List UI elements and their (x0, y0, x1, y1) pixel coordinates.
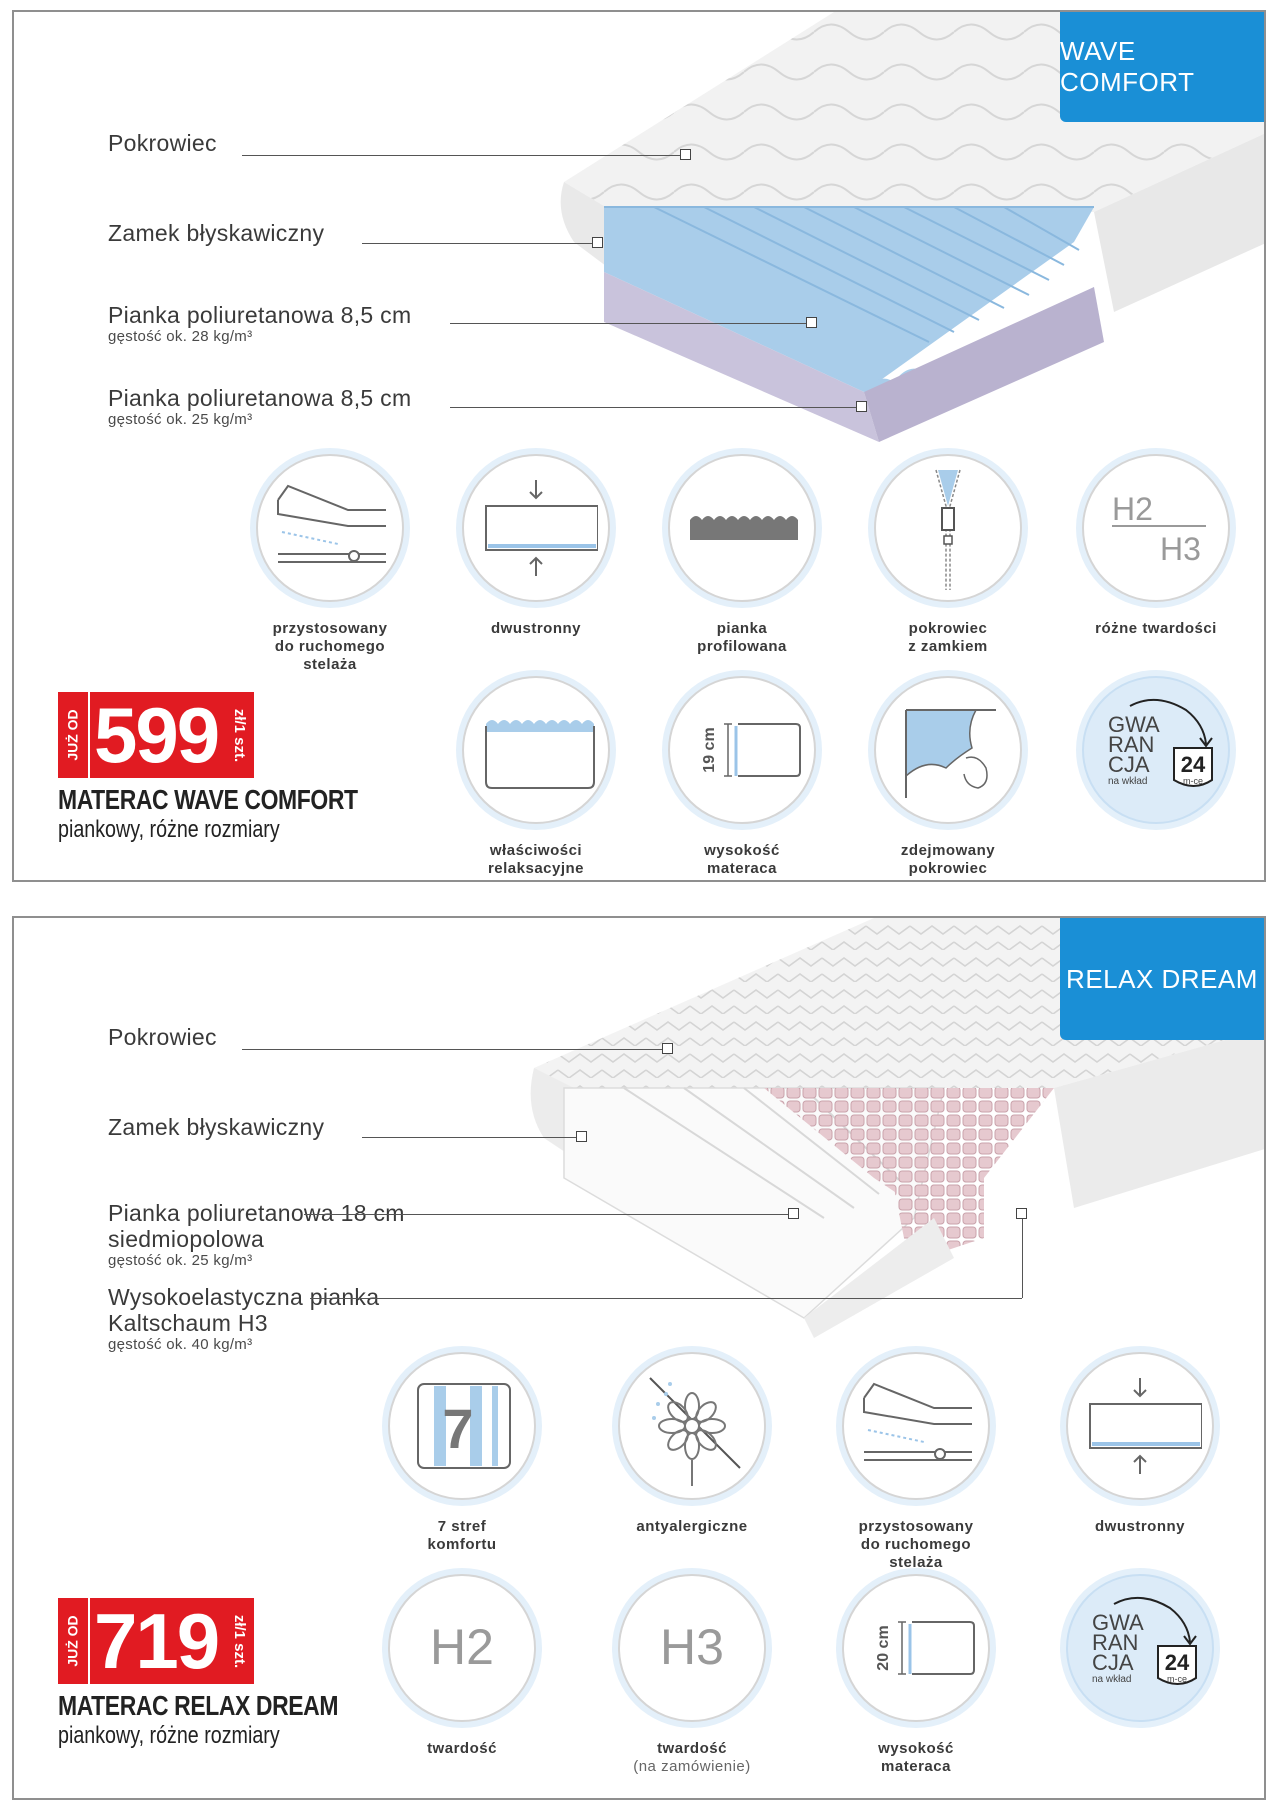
adjustable-frame-icon (256, 454, 404, 602)
layer-title: Zamek błyskawiczny (108, 1114, 325, 1140)
layer-title: Pianka poliuretanowa 8,5 cm (108, 385, 412, 411)
product-name: MATERAC RELAX DREAM (58, 1690, 339, 1721)
feature-adjustable-frame (836, 1352, 996, 1572)
layer-density: gęstość ok. 40 kg/m³ (108, 1336, 253, 1353)
feature-removable-cover (868, 676, 1028, 878)
layer-label-cover (108, 1024, 217, 1050)
layer-title: Wysokoelastyczna pianka Kaltschaum H3 (108, 1284, 380, 1336)
feature-label: przystosowany do ruchomego stelaża (858, 1518, 974, 1571)
relaxation-icon (462, 676, 610, 824)
feature-label: wysokość materaca (878, 1740, 954, 1775)
layer-title: Zamek błyskawiczny (108, 220, 325, 246)
feature-adjustable-frame (250, 454, 410, 674)
product-panel-wave-comfort (12, 10, 1266, 882)
warranty-unit: m-ce (1167, 1674, 1187, 1684)
layer-density: gęstość ok. 28 kg/m³ (108, 328, 253, 345)
price-value: 599 (88, 692, 226, 778)
product-tag: RELAX DREAM (1060, 918, 1264, 1040)
adjustable-frame-icon (842, 1352, 990, 1500)
warranty-text-1: GWA (1092, 1610, 1144, 1635)
feature-label: dwustronny (1095, 1518, 1185, 1535)
warranty-text-1: GWA (1108, 712, 1160, 737)
removable-cover-icon (874, 676, 1022, 824)
feature-height (836, 1574, 996, 1776)
zipper-cover-icon (874, 454, 1022, 602)
feature-height (662, 676, 822, 878)
leader-node-foam-top (806, 317, 817, 328)
warranty-text-2: RAN (1108, 732, 1155, 757)
price-from (58, 1598, 88, 1684)
price-value: 719 (88, 1598, 226, 1684)
layer-label-foam-top (108, 302, 411, 346)
feature-label: pokrowiec z zamkiem (908, 620, 988, 655)
price-unit-text: zł/1 szt. (231, 708, 249, 762)
feature-warranty (1076, 676, 1236, 824)
feature-label: zdejmowany pokrowiec (900, 842, 996, 877)
price-from-text: JUŻ OD (65, 709, 81, 761)
price-unit-text: zł/1 szt. (231, 1614, 249, 1668)
feature-label: antyalergiczne (636, 1518, 748, 1535)
feature-profiled-foam (662, 454, 822, 656)
icon-text-h2: H2 (430, 1619, 494, 1675)
leader-line-foam-bottom (450, 407, 858, 408)
leader-line-zipper (362, 243, 594, 244)
leader-node-foam-bottom (856, 401, 867, 412)
feature-label: wysokość materaca (704, 842, 780, 877)
leader-line-cover (242, 155, 684, 156)
product-panel-relax-dream (12, 916, 1266, 1800)
layer-label-foam-bottom (108, 385, 411, 429)
feature-double-sided (1060, 1352, 1220, 1536)
profiled-foam-icon (668, 454, 816, 602)
warranty-24-icon (1066, 1574, 1214, 1722)
leader-line-cover (242, 1049, 664, 1050)
layer-label-cover (108, 130, 217, 156)
leader-line-kaltschaum-vertical (1022, 1218, 1023, 1298)
height-icon (668, 676, 816, 824)
firmness-h3-icon (618, 1574, 766, 1722)
layer-label-zipper (108, 1114, 324, 1140)
antiallergic-icon (618, 1352, 766, 1500)
warranty-months: 24 (1180, 752, 1206, 777)
feature-label: różne twardości (1095, 620, 1217, 637)
product-description: piankowy, różne rozmiary (58, 816, 280, 843)
leader-node-zipper (592, 237, 603, 248)
leader-line-foam-seven-zone (304, 1214, 790, 1215)
layer-density: gęstość ok. 25 kg/m³ (108, 1252, 253, 1269)
warranty-24-icon (1082, 676, 1230, 824)
feature-label: twardość (657, 1740, 727, 1757)
layer-title: Pokrowiec (108, 130, 217, 156)
price-badge (58, 692, 254, 778)
feature-zipper-cover (868, 454, 1028, 656)
feature-label: przystosowany do ruchomego stelaża (272, 620, 388, 673)
firmness-h2-icon (388, 1574, 536, 1722)
feature-firmness (1076, 454, 1236, 638)
warranty-unit: m-ce (1183, 776, 1203, 786)
product-name: MATERAC WAVE COMFORT (58, 784, 358, 815)
feature-firmness-h3 (612, 1574, 772, 1776)
feature-label: twardość (427, 1740, 497, 1757)
layer-density: gęstość ok. 25 kg/m³ (108, 411, 253, 428)
leader-line-kaltschaum (310, 1298, 1022, 1299)
warranty-months: 24 (1164, 1650, 1190, 1675)
leader-node-zipper (576, 1131, 587, 1142)
layer-label-zipper (108, 220, 324, 246)
firmness-h2-h3-icon (1082, 454, 1230, 602)
feature-firmness-h2 (382, 1574, 542, 1758)
height-value: 19 cm (701, 727, 718, 773)
feature-label: pianka profilowana (697, 620, 787, 655)
leader-node-cover (680, 149, 691, 160)
feature-label: 7 stref komfortu (427, 1518, 497, 1553)
feature-seven-zones (382, 1352, 542, 1554)
warranty-text-4: na wkład (1092, 1674, 1132, 1685)
feature-label: właściwości relaksacyjne (487, 842, 585, 877)
double-sided-icon (462, 454, 610, 602)
height-icon (842, 1574, 990, 1722)
product-description: piankowy, różne rozmiary (58, 1722, 280, 1749)
warranty-text-3: CJA (1108, 752, 1150, 777)
price-unit (226, 692, 254, 778)
zones-count: 7 (442, 1397, 474, 1460)
warranty-text-2: RAN (1092, 1630, 1139, 1655)
leader-line-zipper (362, 1137, 578, 1138)
height-value: 20 cm (875, 1625, 892, 1671)
icon-text-h3: H3 (1160, 531, 1201, 567)
feature-relaxation (456, 676, 616, 878)
feature-label: dwustronny (491, 620, 581, 637)
seven-zones-icon (388, 1352, 536, 1500)
layer-title: Pianka poliuretanowa 8,5 cm (108, 302, 412, 328)
leader-line-foam-top (450, 323, 808, 324)
layer-title: Pokrowiec (108, 1024, 217, 1050)
icon-text-h2: H2 (1112, 491, 1153, 527)
warranty-text-4: na wkład (1108, 776, 1148, 787)
layer-label-kaltschaum (108, 1258, 379, 1380)
price-from (58, 692, 88, 778)
price-badge (58, 1598, 254, 1684)
double-sided-icon (1066, 1352, 1214, 1500)
feature-sublabel: (na zamówienie) (633, 1758, 751, 1775)
warranty-text-3: CJA (1092, 1650, 1134, 1675)
product-tag: WAVE COMFORT (1060, 12, 1264, 122)
leader-node-foam-seven-zone (788, 1208, 799, 1219)
price-unit (226, 1598, 254, 1684)
leader-node-kaltschaum (1016, 1208, 1027, 1219)
feature-antiallergic (612, 1352, 772, 1536)
icon-text-h3: H3 (660, 1619, 724, 1675)
layer-title: Pianka poliuretanowa 18 cm siedmiopolowa (108, 1200, 405, 1252)
leader-node-cover (662, 1043, 673, 1054)
feature-double-sided (456, 454, 616, 638)
feature-warranty (1060, 1574, 1220, 1722)
price-from-text: JUŻ OD (65, 1615, 81, 1667)
